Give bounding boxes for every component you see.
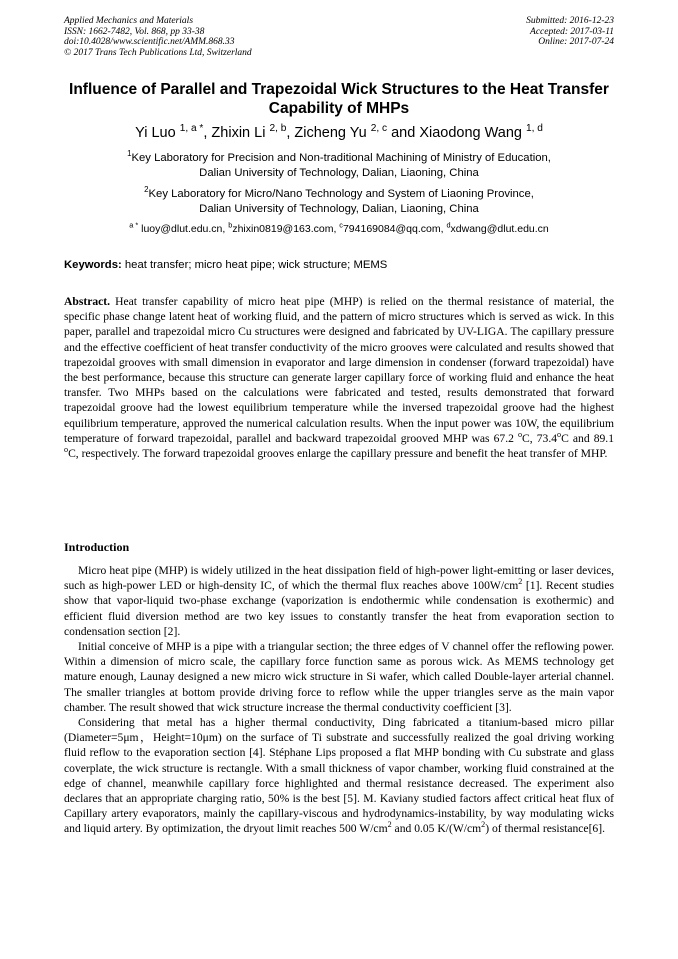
author-separator: , (286, 125, 295, 141)
abstract-text: Heat transfer capability of micro heat pipe (MHP) is relied on the thermal resistance of material, the specific phase change latent heat of working fluid, and the pattern of micro structures which is served as wick. In this paper, parallel and trapezoidal micro Cu structures were designed and fabricated by UV-LIGA. The capillary pressure and the effective coefficient of heat transfer conductivity of the micro grooves were calculated and results showed that trapezoidal grooves with small dimension in evaporator and large dimension in condenser (forward trapezoidal) have the best performance, because this structure can generate larger capillary force of working fluid and enhance the heat transfer. Two MHPs based on the calculations were fabricated and tested, results demonstrated that forward trapezoidal groove had the lowest equilibrium temperature while the inversed trapezoidal groove had the highest equilibrium temperature, approved the numerical calculation results. When the input power was 10W, the equilibrium temperature of forward trapezoidal, parallel and backward trapezoidal grooved MHP was 67.2 (64, 295, 614, 445)
degree-mark: o (517, 429, 523, 439)
author-list (64, 124, 614, 142)
author-affil-marker: 1, d (526, 123, 543, 135)
author-separator: , (203, 125, 212, 141)
author-name: Zicheng Yu (294, 125, 367, 141)
keywords-line (64, 258, 614, 272)
affiliation-line: Key Laboratory for Precision and Non-traditional Machining of Ministry of Education, (131, 152, 551, 164)
abstract-text: C, 73.4 (522, 431, 558, 445)
superscript: 2 (481, 820, 486, 830)
affiliation-1 (64, 151, 614, 181)
copyright-line: © 2017 Trans Tech Publications Ltd, Switzerland (64, 47, 252, 58)
paragraph-text: and 0.05 K/(W/cm (391, 822, 482, 836)
abstract-text: C, respectively. The forward trapezoidal grooves enlarge the capillary pressure and benefit the heat transfer of MHP. (68, 447, 608, 461)
accepted-date: Accepted: 2017-03-11 (530, 26, 614, 37)
author-name: Zhixin Li (211, 125, 266, 141)
affiliation-number: 2 (144, 185, 149, 195)
superscript: 2 (387, 820, 392, 830)
email-address[interactable]: 794169084@qq.com, (342, 223, 447, 235)
author-affil-marker: 2, b (269, 123, 287, 135)
email-address[interactable]: zhixin0819@163.com, (232, 223, 340, 235)
author-separator: and (387, 125, 420, 141)
email-address[interactable]: xdwang@dlut.edu.cn (450, 223, 549, 235)
submitted-date: Submitted: 2016-12-23 (526, 16, 614, 26)
email-address[interactable]: luoy@dlut.edu.cn, (138, 223, 229, 235)
affiliation-line: Key Laboratory for Micro/Nano Technology and System of Liaoning Province, (148, 188, 534, 200)
affiliation-number: 1 (127, 149, 132, 159)
author-affil-marker: 1, a * (179, 123, 204, 135)
keywords-text: heat transfer; micro heat pipe; wick structure; MEMS (121, 259, 388, 271)
paper-title: Influence of Parallel and Trapezoidal Wick Structures to the Heat Transfer Capability of MHPs (69, 81, 609, 117)
paragraph (64, 563, 614, 639)
paragraph (64, 715, 614, 837)
paragraph: Initial conceive of MHP is a pipe with a triangular section; the three edges of V channel offer the reflowing power. Within a dimension of micro scale, the capillary force function same as porous wick. As MEMS technology get mature enough, Launay designed a new micro wick structure in Si wafer, which called Double-layer arterial channel. The smaller triangles at bottom provide driving force to reflow while the upper triangles serve as the main vapor chamber. The result showed that wick structure increase the thermal conductivity coefficient [3]. (64, 640, 614, 714)
keywords-label: Keywords: (64, 259, 122, 271)
doi-line[interactable]: doi:10.4028/www.scientific.net/AMM.868.33 (64, 37, 235, 48)
issn-line: ISSN: 1662-7482, Vol. 868, pp 33-38 (64, 26, 205, 37)
affiliation-line: Dalian University of Technology, Dalian, Liaoning, China (199, 203, 479, 215)
author-affil-marker: 2, c (370, 123, 388, 135)
email-marker: c (339, 220, 343, 230)
abstract-paragraph (64, 294, 614, 461)
journal-header (64, 16, 252, 58)
affiliation-line: Dalian University of Technology, Dalian, Liaoning, China (199, 167, 479, 179)
author-name: Xiaodong Wang (419, 125, 522, 141)
affiliation-2 (64, 187, 614, 217)
paragraph-text: [1]. Recent studies show that vapor-liquid two-phase exchange (vaporization is endothermic while condensation is exothermic) and efficient fluid diversion method are two key issues to constantly transfer the heat from evaporation section to condensation section [2]. (64, 579, 614, 638)
introduction-heading: Introduction (64, 540, 130, 554)
abstract-label: Abstract. (64, 295, 111, 308)
author-name: Yi Luo (135, 125, 176, 141)
email-marker: b (228, 220, 233, 230)
email-marker: a * (129, 220, 139, 230)
paragraph-text: ) of thermal resistance[6]. (485, 822, 605, 836)
degree-mark: o (64, 445, 69, 455)
email-list (64, 222, 614, 236)
journal-name: Applied Mechanics and Materials (64, 16, 194, 26)
online-date: Online: 2017-07-24 (538, 37, 614, 48)
introduction-body (64, 563, 614, 837)
abstract-text: C and 89.1 (561, 431, 615, 445)
degree-mark: o (557, 429, 562, 439)
email-marker: d (446, 220, 451, 230)
paragraph-text: Micro heat pipe (MHP) is widely utilized in the heat dissipation field of high-power light-emitting or laser devices, such as high-power LED or high-density IC, of which the thermal flux reaches above 100W/cm (64, 564, 614, 593)
superscript: 2 (518, 577, 523, 587)
paragraph-text: Considering that metal has a higher thermal conductivity, Ding fabricated a titanium-based micro pillar (Diameter=5μm，Height=10μm) on the surface of Ti substrate and successfully realized the goal driving working fluid reflow to the evaporation section [4]. Stéphane Lips proposed a flat MHP bonding with Cu substrate and glass coverplate, the wick structure is rectangle. With a small thickness of vapor chamber, working fluid constrained at the edge of channel, meanwhile capillary force highlighted and thermal resistance decreased. The experiment also declares that an appropriate charging ratio, 50% is the best [5]. M. Kaviany studied factors affect critical heat flux of Capillary artery evaporators, mainly the capillary-viscous and hydrodynamics-instability, by way modulating wicks and liquid artery. By optimization, the dryout limit reaches 500 W/cm (64, 716, 614, 836)
dates-header (526, 16, 614, 48)
